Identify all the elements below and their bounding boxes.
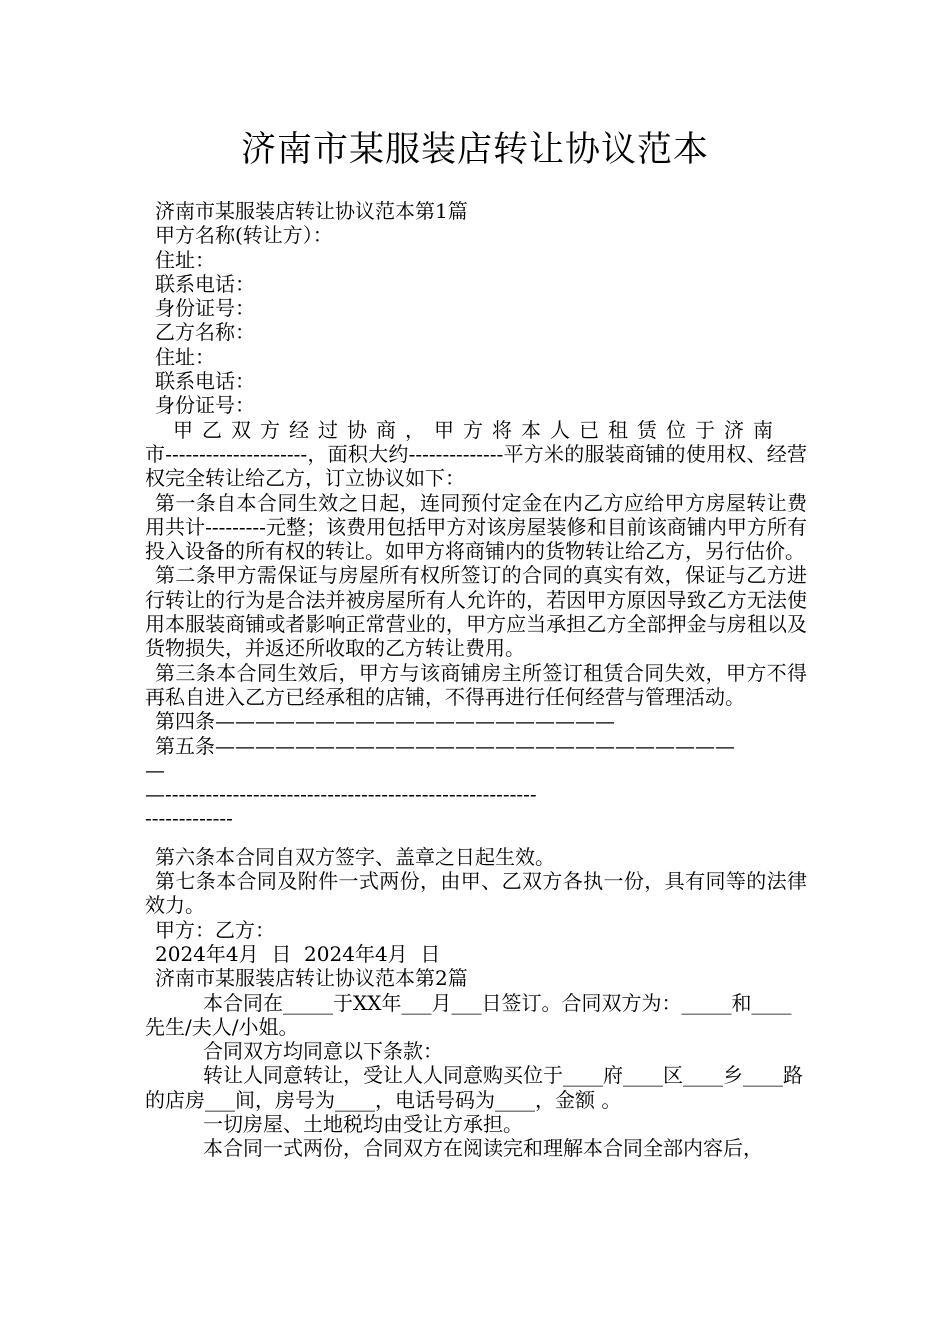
article-4: 第四条———————————————————— <box>155 709 615 734</box>
contract-2-tax: 一切房屋、土地税均由受让方承担。 <box>203 1111 523 1136</box>
party-b-address-line: 住址： <box>155 344 215 369</box>
intro-paragraph-rest: 市---------------------，面积大约--------------平方米的服装商铺的使用权、经营权完全转让给乙方，订立协议如下： <box>145 441 807 491</box>
contract-2-transfer: 转让人同意转让，受让人人同意购买位于____府____区____乡____路的店房___间，房号为____，电话号码为____，金额 。 <box>145 1063 803 1112</box>
party-b-name-line: 乙方名称： <box>155 320 255 345</box>
article-3: 第三条本合同生效后，甲方与该商铺房主所签订租赁合同失效，甲方不得再私自进入乙方已经承租的店铺，不得再进行任何经营与管理活动。 <box>145 660 807 709</box>
party-a-name-line: 甲方名称(转让方）： <box>155 223 333 248</box>
spacer <box>145 831 807 845</box>
document-body <box>145 199 807 1161</box>
contract-2-agree: 合同双方均同意以下条款： <box>203 1039 443 1064</box>
article-6: 第六条本合同自双方签字、盖章之日起生效。 <box>155 844 555 869</box>
article-1: 第一条自本合同生效之日起，连同预付定金在内乙方应给甲方房屋转让费用共计---------元整；该费用包括甲方对该房屋装修和目前该商铺内甲方所有投入设备的所有权的转让。如甲方将商铺内的货物转让给乙方，另行估价。 <box>145 490 807 564</box>
article-5-cont-1: — <box>145 757 165 782</box>
article-5-cont-2: —------------------------------------------------------- <box>145 782 537 807</box>
intro-paragraph-line-1: 甲乙双方经过协商，甲方将本人已租赁位于济南 <box>173 417 782 442</box>
article-5: 第五条—————————————————————————— <box>155 733 735 758</box>
article-7: 第七条本合同及附件一式两份，由甲、乙双方各执一份，具有同等的法律效力。 <box>145 869 807 918</box>
party-a-address-line: 住址： <box>155 247 215 272</box>
party-a-id-line: 身份证号： <box>155 296 255 321</box>
section-heading-2: 济南市某服装店转让协议范本第2篇 <box>155 966 468 991</box>
document-title: 济南市某服装店转让协议范本 <box>240 130 709 170</box>
party-a-phone-line: 联系电话： <box>155 271 255 296</box>
date-line: 2024年4月 日 2024年4月 日 <box>155 941 441 966</box>
contract-2-copies: 本合同一式两份，合同双方在阅读完和理解本合同全部内容后， <box>203 1136 763 1161</box>
contract-2-intro: 本合同在_____于XX年___月___日签订。合同双方为：_____和____先生/夫人/小姐。 <box>145 990 792 1039</box>
article-5-cont-3: ------------- <box>145 806 233 831</box>
party-b-id-line: 身份证号： <box>155 393 255 418</box>
signature-line: 甲方：乙方： <box>155 917 275 942</box>
party-b-phone-line: 联系电话： <box>155 369 255 394</box>
section-heading-1: 济南市某服装店转让协议范本第1篇 <box>155 199 468 223</box>
article-2: 第二条甲方需保证与房屋所有权所签订的合同的真实有效，保证与乙方进行转让的行为是合法并被房屋所有人允许的，若因甲方原因导致乙方无法使用本服装商铺或者影响正常营业的，甲方应当承担乙方全部押金与房租以及货物损失，并返还所收取的乙方转让费用。 <box>145 563 807 661</box>
